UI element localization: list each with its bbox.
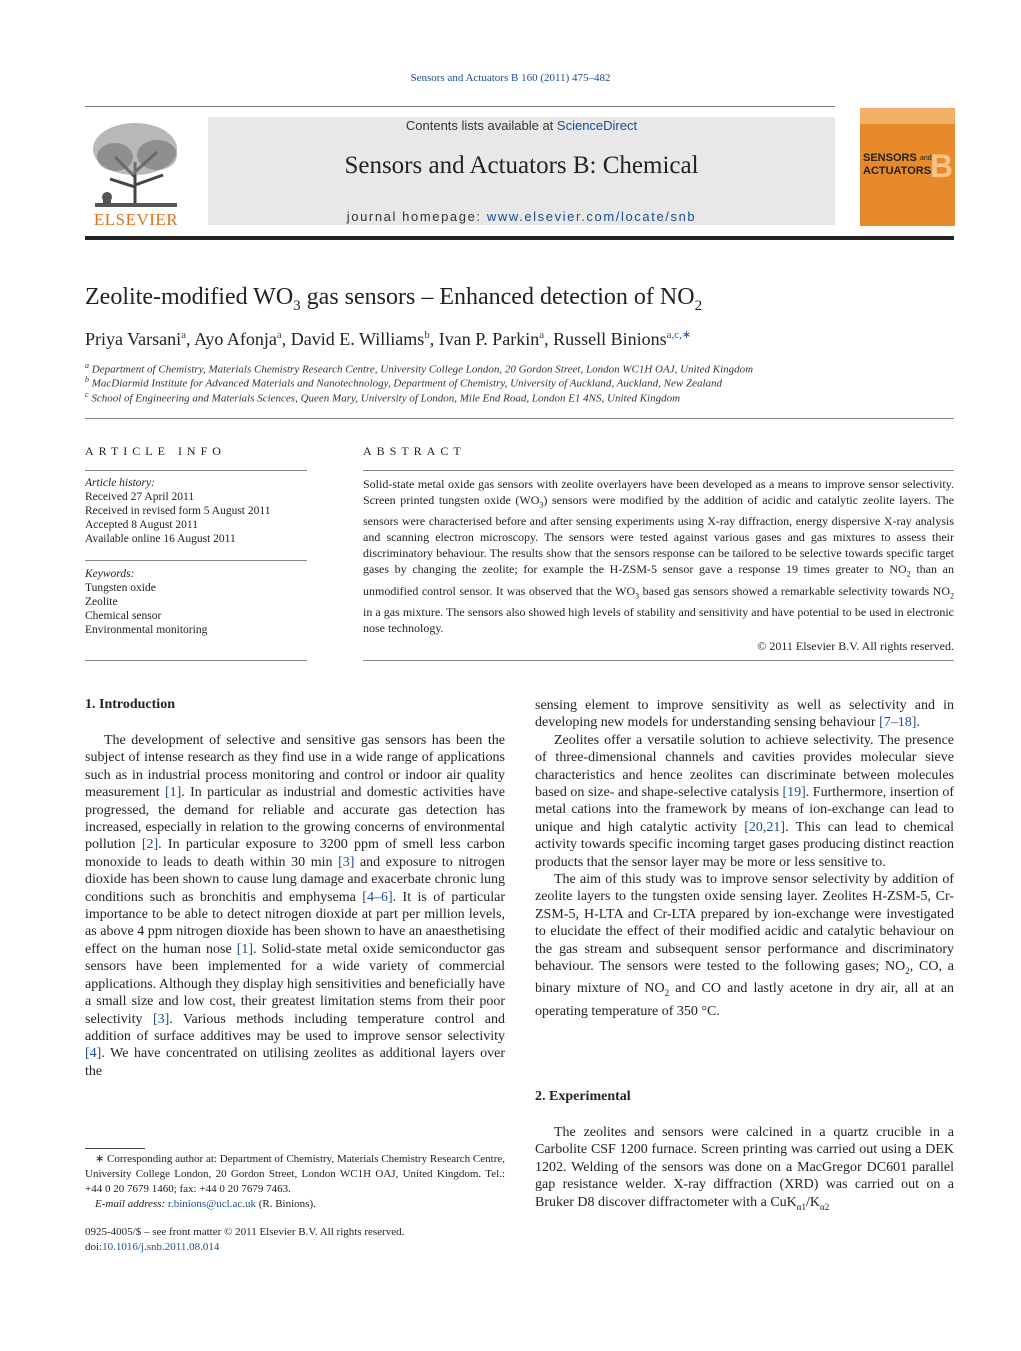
body-text: . In particular as industrial and domestic activities have progressed, the demand for reliable and accurate gas detection has increased, especially in relation to the growing concerns of environmental pollution: [85, 785, 505, 853]
author-affiliation-mark[interactable]: a: [181, 329, 187, 341]
cover-letter: B: [930, 148, 954, 184]
author: Russell Binions: [553, 329, 667, 349]
citation-link[interactable]: [3]: [152, 1011, 170, 1027]
introduction-paragraph: [85, 732, 505, 1080]
body-text: . We have concentrated on utilising zeolites as additional layers over the: [85, 1046, 505, 1079]
author: Ivan P. Parkin: [438, 329, 540, 349]
journal-cover: [860, 108, 955, 226]
author-affiliation-mark[interactable]: a,c,∗: [666, 329, 692, 341]
history-item: Accepted 8 August 2011: [85, 519, 198, 531]
subscript: 2: [906, 569, 911, 579]
body-text: Zeolites offer a versatile solution to achieve selectivity. The presence of three-dimensional channels and cavities provides molecular sieve characteristics and hence zeolites can discriminate between molecules based on size- and shape-selective catalysis: [535, 732, 954, 801]
abstract-part: than an unmodified control sensor. It was observed that the WO: [363, 562, 954, 598]
affiliation-mark: a: [85, 361, 89, 370]
subscript: 3: [635, 591, 640, 601]
citation-link[interactable]: [4–6]: [362, 889, 393, 905]
journal-reference[interactable]: Sensors and Actuators B 160 (2011) 475–482: [410, 72, 611, 84]
cover-title-line1: SENSORS: [863, 152, 917, 164]
article-title: [85, 284, 702, 315]
body-text: The aim of this study was to improve sensor selectivity by addition of zeolite layers to the tungsten oxide sensing layer. Zeolites H-ZSM-5, Cr-ZSM-5, H-LTA and Cr-LTA prepared by ion-exchange were investigated to elucidate the effect of their modified acidic and catalytic behaviour on the gas stream and subsequent sensor performance and discriminatory behaviour. The sensors were tested to the following gases; NO: [535, 872, 954, 975]
abstract-part: based gas sensors showed a remarkable selectivity towards NO: [639, 583, 951, 598]
footnote-rule: [85, 1148, 145, 1149]
affiliation-text: Department of Chemistry, Materials Chemistry Research Centre, University College London, 20 Gordon Street, London WC1H OAJ, United Kingdom: [91, 363, 754, 376]
history-item: Available online 16 August 2011: [85, 533, 236, 545]
divider: [85, 418, 954, 419]
cover-and: and: [920, 155, 932, 162]
body-text: . It is of particular importance to be able to detect nitrogen dioxide at part per million levels, as above 4 ppm nitrogen dioxide has been shown to have an anaesthetising effect on the human nose: [85, 889, 506, 957]
email-suffix: (R. Binions).: [255, 1198, 316, 1210]
body-text: . In particular exposure to 3200 ppm of smell less carbon monoxide to leads to death within 30 min: [85, 837, 505, 870]
affiliation: [85, 375, 722, 390]
keyword: Zeolite: [85, 596, 118, 608]
journal-title: Sensors and Actuators B: Chemical: [344, 152, 699, 179]
citation-link[interactable]: [4]: [85, 1046, 102, 1062]
sciencedirect-link[interactable]: ScienceDirect: [556, 118, 638, 133]
elsevier-wordmark: ELSEVIER: [93, 210, 179, 229]
author: Ayo Afonja: [194, 329, 277, 349]
body-text: sensing element to improve sensitivity as well as selectivity and in developing new models for understanding sensing behaviour: [535, 698, 954, 731]
email-link[interactable]: r.binions@ucl.ac.uk: [167, 1198, 256, 1210]
abstract-part: ) sensors were modified by the addition of acidic and catalytic zeolite layers. The sensors were characterised before and after sensing experiments using X-ray diffraction, energy dispersive X-ray analysis and scanning electron microscopy. The sensors were tested against various gases and gas mixtures to assess their discriminatory behaviour. The results show that the sensors response can be tailored to be selective towards specific target gases by changing the zeolite; for example the H-ZSM-5 sensor gave a response 19 times greater to NO: [363, 493, 955, 577]
section-heading-introduction: 1. Introduction: [85, 697, 175, 712]
contents-availability: [208, 118, 835, 133]
citation-link[interactable]: [2]: [141, 837, 159, 853]
citation-link[interactable]: [7–18]: [879, 715, 917, 731]
email-label: E-mail address:: [95, 1198, 168, 1210]
front-matter: [85, 1225, 505, 1255]
right-column: [535, 697, 954, 1020]
doi-prefix: doi:: [85, 1241, 103, 1253]
citation-link[interactable]: [1]: [236, 941, 254, 957]
homepage-prefix: journal homepage:: [346, 209, 487, 224]
body-text: .: [916, 715, 920, 731]
citation-link[interactable]: [20,21]: [744, 819, 786, 835]
keywords: [85, 567, 307, 637]
keyword: Chemical sensor: [85, 610, 162, 622]
affiliation: [85, 361, 753, 376]
history-item: Received in revised form 5 August 2011: [85, 505, 271, 517]
divider: [85, 660, 307, 661]
journal-homepage: [208, 209, 835, 224]
body-text: The zeolites and sensors were calcined in a quartz crucible in a Carbolite CSF 1200 furnace. Screen printing was carried out using a DEK 1202. Welding of the sensors was done on a MacGregor DC601 parallel gap resistance welder. X-ray diffraction (XRD) was carried out on a Bruker D8 discover diffractometer with a CuK: [535, 1125, 954, 1210]
body-text: . This can lead to chemical activity towards specific incoming target gases producing distinct reaction products that the sensor layer may be more or less sensitive to.: [535, 819, 955, 870]
body-text: . Various methods including temperature control and addition of surface additives may be used to improve sensor selectivity: [85, 1011, 505, 1044]
subscript: α1: [796, 1201, 806, 1212]
body-text: The development of selective and sensitive gas sensors has been the subject of intense research as they find use in a wide range of applications such as in industrial process monitoring and control or indoor air quality measurement: [85, 733, 505, 801]
author-affiliation-mark[interactable]: a: [539, 329, 545, 341]
divider: [363, 470, 954, 471]
body-text: . Solid-state metal oxide semiconductor gas sensors have been implemented for a wide variety of commercial applications. Although they display high sensitivities and beneficially have a small size and low cost, their greatest limitation stems from their poor selectivity: [85, 941, 505, 1027]
experimental-paragraph: [535, 1124, 954, 1216]
header-thick-rule: [85, 236, 954, 240]
abstract-text: [363, 476, 954, 654]
history-label: Article history:: [85, 477, 155, 489]
title-subscript: 3: [293, 297, 301, 314]
affiliation-mark: b: [85, 375, 89, 384]
corresponding-author-text: ∗ Corresponding author at: Department of Chemistry, Materials Chemistry Research Centre, University College London, 20 Gordon Street, London WC1H OAJ, United Kingdom. Tel.: +44 0 20 7679 1460; fax: +44 0 20 7679 7463.: [85, 1153, 505, 1195]
author-affiliation-mark[interactable]: a: [276, 329, 282, 341]
header-rule: [85, 106, 835, 107]
affiliation-text: School of Engineering and Materials Sciences, Queen Mary, University of London, Mile End Road, London E1 4NS, United Kingdom: [91, 392, 681, 405]
issn-line: 0925-4005/$ – see front matter © 2011 Elsevier B.V. All rights reserved.: [85, 1226, 405, 1238]
author-list: Priya Varsani$^a$, Ayo Afonja$^a$, David E. Williams$^b$, Ivan P. Parkin$^a$, Russell Binions$^{a,c,∗}$: [85, 329, 692, 349]
keyword: Tungsten oxide: [85, 582, 156, 594]
body-text: , CO, a binary mixture of NO: [535, 959, 954, 997]
subscript: 2: [950, 591, 955, 601]
subscript: 2: [905, 965, 910, 976]
history-item: Received 27 April 2011: [85, 491, 195, 503]
body-text: and exposure to nitrogen dioxide has been shown to cause lung damage and exacerbate chronic lung conditions such as bronchitis and emphysema: [85, 854, 506, 905]
keyword: Environmental monitoring: [85, 624, 208, 636]
title-part: gas sensors – Enhanced detection of NO: [300, 284, 695, 310]
article-info-heading: ARTICLE INFO: [85, 444, 226, 458]
corresponding-author-note: [85, 1152, 505, 1212]
doi-link[interactable]: 10.1016/j.snb.2011.08.014: [102, 1241, 220, 1253]
abstract-part: in a gas mixture. The sensors also showed high levels of stability and sensitivity and have potential to be used in electronic nose technology.: [363, 605, 954, 636]
affiliation: [85, 390, 680, 405]
affiliation-text: MacDiarmid Institute for Advanced Materials and Nanotechnology, Department of Chemistry, University of Auckland, Auckland, New Zealand: [91, 377, 723, 390]
title-subscript: 2: [694, 297, 703, 314]
divider: [85, 470, 307, 471]
section-heading-experimental: 2. Experimental: [535, 1089, 631, 1104]
affiliation-mark: c: [85, 390, 89, 399]
abstract-part: Solid-state metal oxide gas sensors with zeolite overlayers have been developed as a means to improve sensor selectivity. Screen printed tungsten oxide (WO: [363, 477, 954, 507]
article-history: [85, 476, 307, 546]
author: Priya Varsani: [85, 329, 182, 349]
citation-link[interactable]: [19]: [782, 785, 806, 801]
subscript: 3: [539, 500, 544, 510]
elsevier-logo: [85, 117, 187, 229]
subscript: 2: [664, 988, 670, 999]
title-part: Zeolite-modified WO: [85, 284, 294, 310]
abstract-heading: ABSTRACT: [363, 444, 466, 458]
body-text: and CO and lastly acetone in dry air, all at an operating temperature of 350 °C.: [535, 981, 954, 1019]
homepage-link[interactable]: www.elsevier.com/locate/snb: [486, 209, 697, 224]
citation-link[interactable]: [1]: [164, 785, 182, 801]
divider: [85, 560, 307, 561]
body-text: . Furthermore, insertion of metal cations into the framework by means of ion-exchange can lead to unique and high catalytic activity: [535, 785, 954, 835]
copyright-notice: © 2011 Elsevier B.V. All rights reserved.: [757, 639, 954, 654]
divider: [363, 660, 954, 661]
author-affiliation-mark[interactable]: b: [424, 329, 430, 341]
cover-title-line2: ACTUATORS: [863, 165, 932, 177]
keywords-label: Keywords:: [85, 568, 135, 580]
author: David E. Williams: [290, 329, 425, 349]
cover-top-band: [860, 108, 955, 124]
citation-link[interactable]: [3]: [338, 854, 355, 870]
contents-prefix: Contents lists available at: [405, 118, 557, 133]
body-text: /K: [806, 1194, 820, 1210]
subscript: α2: [820, 1201, 830, 1212]
